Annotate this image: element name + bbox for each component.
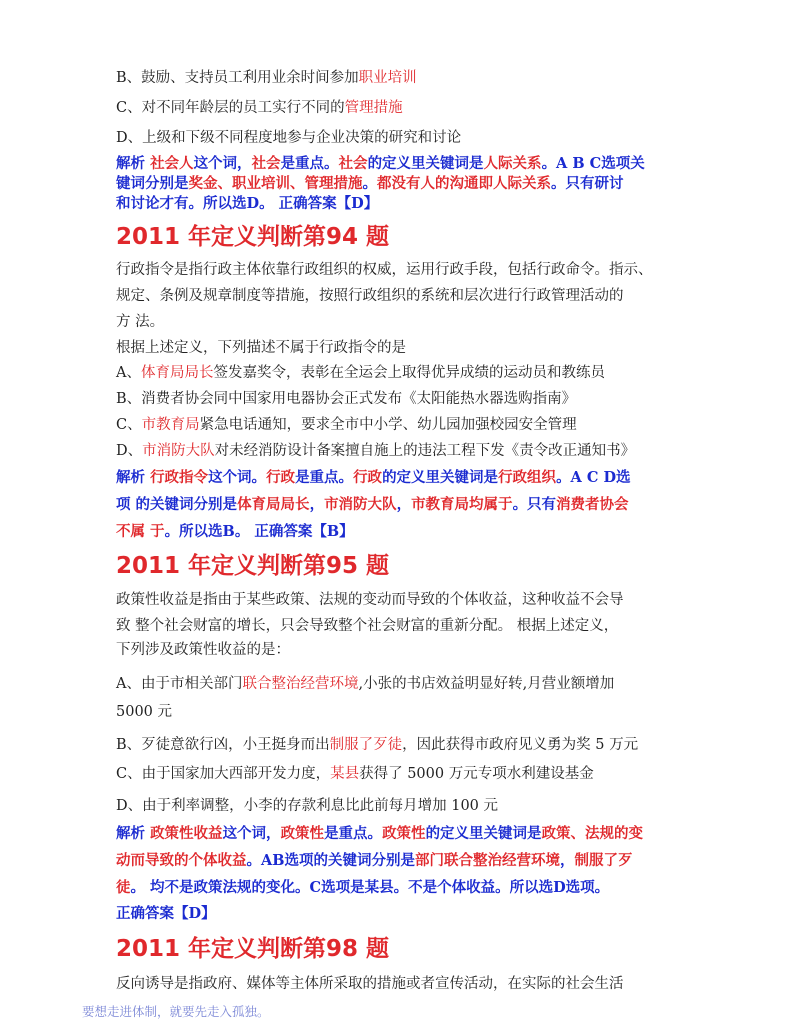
- q95-definition-line-2: 致 整个社会财富的增长，只会导致整个社会财富的重新分配。 根据上述定义，: [116, 618, 619, 634]
- explanation-run: 不属 于: [116, 523, 165, 540]
- explanation-run: 市消防大队: [324, 496, 397, 513]
- explanation-run: 消费者协会: [556, 496, 629, 513]
- explanation-run: 。AB选项的关键词分别是: [246, 852, 416, 869]
- explanation-run: 政策性: [280, 825, 325, 842]
- explanation-run: 部门联合整治经营环境: [415, 852, 561, 869]
- q94-heading: 2011 年定义判断第94 题: [116, 224, 390, 250]
- explanation-run: 社会: [338, 155, 368, 172]
- explanation-run: 政策性收益: [150, 825, 223, 842]
- explanation-run: 徒: [116, 879, 131, 896]
- explanation-run: 是重点。: [295, 469, 354, 486]
- explanation-run: 。 均不是政策法规的变化。C选项是某县。不是个体收益。所以选D选项。: [130, 879, 610, 896]
- q94-explanation-line-3: [116, 522, 354, 541]
- q93-option-d: D、上级和下级不同程度地参与企业决策的研究和讨论: [116, 130, 462, 146]
- explanation-run: 市教育局均属于: [411, 496, 513, 513]
- q94-definition-line-1: 行政指令是指行政主体依靠行政组织的权威，运用行政手段，包括行政命令。指示、: [116, 262, 653, 278]
- explanation-run: 行政指令: [150, 469, 209, 486]
- explanation-run: 。所以选B。 正确答案【B】: [164, 523, 354, 540]
- explanation-run: 政策、法规的变: [541, 825, 644, 842]
- q93-option-b: B、鼓励、支持员工利用业余时间参加职业培训: [116, 70, 417, 86]
- q95-explanation-line-3: [116, 878, 609, 897]
- q94-explanation-line-1: [116, 468, 631, 487]
- q95-option-c: C、由于国家加大西部开发力度，某县获得了 5000 万元专项水利建设基金: [116, 766, 594, 782]
- explanation-run: 制服了歹: [574, 852, 633, 869]
- explanation-run: 行政: [353, 469, 383, 486]
- explanation-run: ，: [560, 852, 575, 869]
- q95-option-d: D、由于利率调整，小李的存款利息比此前每月增加 100 元: [116, 798, 499, 814]
- explanation-run: 人际关系: [483, 155, 542, 172]
- q95-option-a-line-2: 5000 元: [116, 704, 173, 720]
- q94-option-d: D、市消防大队对未经消防设计备案擅自施上的违法工程下发《责令改正通知书》: [116, 443, 636, 459]
- explanation-run: ，: [309, 496, 325, 513]
- explanation-run: 体育局局长: [237, 496, 310, 513]
- q93-option-c: C、对不同年龄层的员工实行不同的管理措施: [116, 100, 403, 116]
- q95-option-b: B、歹徒意欲行凶，小王挺身而出制服了歹徒，因此获得市政府见义勇为奖 5 万元: [116, 737, 639, 753]
- q95-definition-line-1: 政策性收益是指由于某些政策、法规的变动而导致的个体收益，这种收益不会导: [116, 592, 624, 608]
- q95-option-a: A、由于市相关部门联合整治经营环境,小张的书店效益明显好转,月营业额增加: [116, 676, 615, 692]
- explanation-run: 行政: [266, 469, 296, 486]
- explanation-run: 。只有研讨: [551, 175, 624, 192]
- explanation-run: 和讨论才有。所以选D。 正确答案【D】: [116, 195, 379, 212]
- explanation-run: 项 的关键词分别是: [116, 496, 238, 513]
- explanation-run: 。A B C选项关: [541, 155, 645, 172]
- q93-explanation-line-3: [116, 194, 378, 213]
- explanation-run: 的定义里关键词是: [382, 469, 499, 486]
- q98-definition-line-1: 反向诱导是指政府、媒体等主体所采取的措施或者宣传活动，在实际的社会生活: [116, 976, 624, 992]
- q95-answer: 正确答案【D】: [116, 905, 216, 922]
- q95-explanation-line-1: [116, 824, 643, 843]
- explanation-run: 的定义里关键词是: [367, 155, 484, 172]
- q93-explanation-line-2: [116, 174, 624, 193]
- explanation-run: 是重点。: [324, 825, 383, 842]
- explanation-run: 动而导致的个体收益: [116, 852, 247, 869]
- q95-explanation-line-2: [116, 851, 633, 870]
- q95-heading: 2011 年定义判断第95 题: [116, 553, 390, 579]
- explanation-run: 奖金、职业培训、管理措施: [188, 175, 363, 192]
- q95-definition-line-3: 下列涉及政策性收益的是：: [116, 642, 290, 658]
- page-footer: 要想走进体制，就要先走入孤独。: [82, 1004, 270, 1019]
- q93-explanation-line-1: [116, 154, 645, 173]
- explanation-run: 社会: [251, 155, 281, 172]
- explanation-run: ，: [396, 496, 412, 513]
- q94-definition-line-3: 方 法。: [116, 314, 165, 330]
- explanation-run: 行政组织: [498, 469, 557, 486]
- explanation-run: 社会人: [150, 155, 194, 172]
- q94-question: 根据上述定义，下列描述不属于行政指令的是: [116, 340, 406, 356]
- explanation-run: 都没有人的沟通即人际关系: [377, 175, 551, 192]
- explanation-run: 。只有: [512, 496, 557, 513]
- explanation-run: 解析: [116, 825, 151, 842]
- explanation-run: 解析: [116, 469, 151, 486]
- explanation-run: 政策性: [382, 825, 426, 842]
- explanation-run: 解析: [116, 155, 151, 172]
- explanation-run: 这个词，: [193, 155, 252, 172]
- q94-option-a: A、体育局局长签发嘉奖令，表彰在全运会上取得优异成绩的运动员和教练员: [116, 365, 605, 381]
- explanation-run: 。: [362, 175, 377, 192]
- q94-explanation-line-2: [116, 495, 629, 514]
- q94-definition-line-2: 规定、条例及规章制度等措施，按照行政组织的系统和层次进行行政管理活动的: [116, 288, 624, 304]
- explanation-run: 。A C D选: [556, 469, 631, 486]
- q94-option-c: C、市教育局紧急电话通知，要求全市中小学、幼儿园加强校园安全管理: [116, 417, 577, 433]
- explanation-run: 是重点。: [280, 155, 339, 172]
- explanation-run: 这个词，: [222, 825, 281, 842]
- q94-option-b: B、消费者协会同中国家用电器协会正式发布《太阳能热水器选购指南》: [116, 391, 577, 407]
- explanation-run: 这个词。: [208, 469, 267, 486]
- q98-heading: 2011 年定义判断第98 题: [116, 936, 390, 962]
- explanation-run: 的定义里关键词是: [425, 825, 542, 842]
- explanation-run: 键词分别是: [116, 175, 189, 192]
